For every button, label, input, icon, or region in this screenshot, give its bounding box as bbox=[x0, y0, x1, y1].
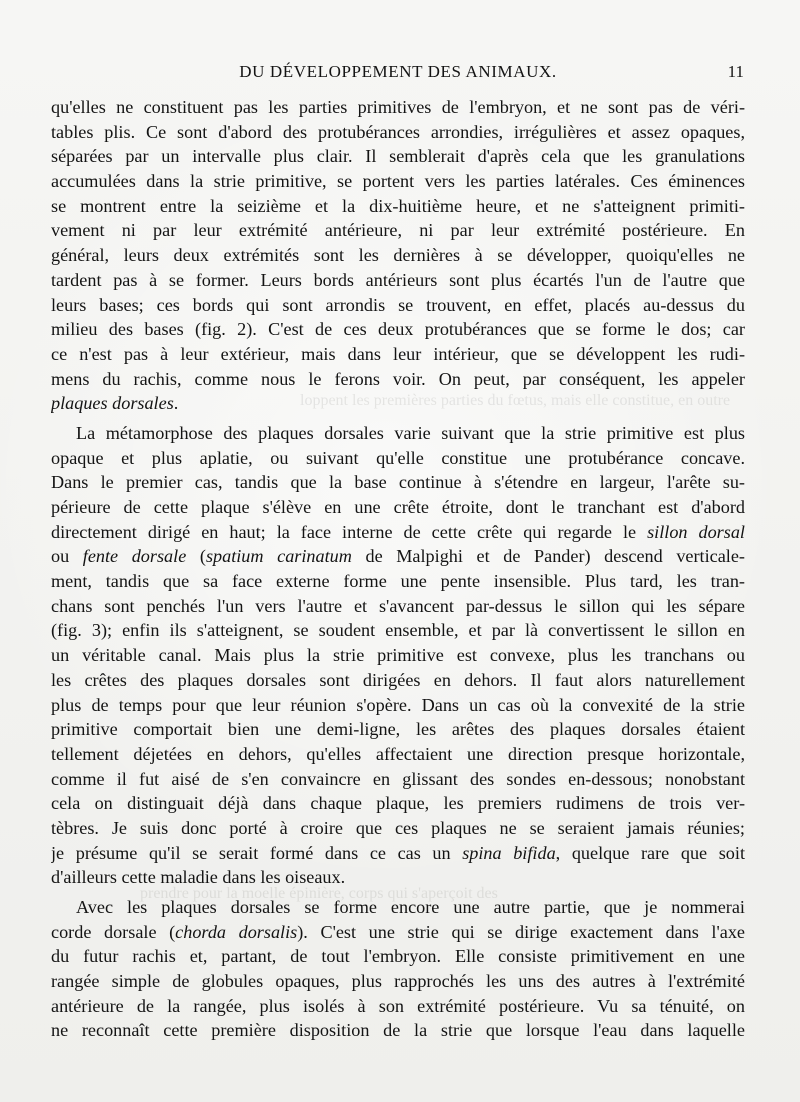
italic-term: plaques dorsales bbox=[51, 393, 174, 414]
text-line: tèbres. Je suis donc porté à croire que ces plaques ne se seraient jamais réunies; bbox=[51, 817, 745, 838]
text-fragment: je présume qu'il se serait formé dans ce cas un bbox=[51, 842, 463, 863]
text-line: mens du rachis, comme nous le ferons voir. On peut, par conséquent, les appeler bbox=[51, 368, 745, 389]
text-line: (fig. 3); enfin ils s'atteignent, se soudent ensemble, et par là convertissent le sillon en bbox=[51, 620, 745, 641]
italic-term: spina bifida bbox=[462, 842, 556, 863]
text-line bbox=[51, 920, 745, 945]
text-line: cela on distinguait déjà dans chaque plaque, les premiers rudimens de trois ver- bbox=[51, 793, 745, 814]
text-line bbox=[51, 841, 745, 866]
text-fragment: directement dirigé en haut; la face interne de cette crête qui regarde le bbox=[51, 521, 648, 542]
text-line bbox=[51, 520, 745, 545]
text-fragment: , quelque rare que soit bbox=[555, 842, 745, 863]
text-fragment: corde dorsale ( bbox=[51, 921, 176, 942]
text-line: tardent pas à se former. Leurs bords antérieurs sont plus écartés l'un de l'autre que bbox=[51, 269, 745, 290]
text-line: La métamorphose des plaques dorsales varie suivant que la strie primitive est plus bbox=[76, 422, 745, 443]
text-line: rangée simple de globules opaques, plus rapprochés les uns des autres à l'extrémité bbox=[51, 971, 745, 992]
text-line: primitive comportait bien une demi-ligne, les arêtes des plaques dorsales étaient bbox=[51, 719, 745, 740]
text-line: accumulées dans la strie primitive, se portent vers les parties latérales. Ces éminences bbox=[51, 171, 745, 192]
text-line bbox=[51, 391, 745, 416]
text-fragment: ( bbox=[186, 546, 206, 567]
running-title: DU DÉVELOPPEMENT DES ANIMAUX. bbox=[239, 62, 557, 81]
text-line: Dans le premier cas, tandis que la base continue à s'étendre en largeur, l'arête su- bbox=[51, 472, 745, 493]
text-line: ment, tandis que sa face externe forme une pente insensible. Plus tard, les tran- bbox=[51, 571, 745, 592]
text-fragment: ). C'est une strie qui se dirige exactement dans l'axe bbox=[297, 921, 745, 942]
italic-term: sillon dorsal bbox=[647, 521, 745, 542]
text-line: antérieure de la rangée, plus isolés à son extrémité postérieure. Vu sa ténuité, on bbox=[51, 995, 745, 1016]
text-line: Avec les plaques dorsales se forme encore une autre partie, que je nommerai bbox=[76, 897, 745, 917]
text-fragment: . bbox=[173, 393, 179, 414]
text-line: se montrent entre la seizième et la dix-huitième heure, et ne s'atteignent primiti- bbox=[51, 195, 745, 216]
text-fragment: ou bbox=[51, 546, 83, 567]
page-number: 11 bbox=[727, 62, 744, 81]
running-head bbox=[52, 62, 744, 86]
bleed-through-text: prendre pour la moelle épinière, corps qui s'aperçoit des bbox=[140, 885, 498, 902]
text-line: ce n'est pas à leur extérieur, mais dans leur intérieur, que se développent les rudi- bbox=[51, 343, 745, 364]
text-line: périeure de cette plaque s'élève en une crête étroite, dont le tranchant est d'abord bbox=[51, 497, 745, 517]
paragraph-2 bbox=[51, 421, 745, 890]
text-line: un véritable canal. Mais plus la strie primitive est convexe, plus les tranchans ou bbox=[51, 645, 745, 666]
text-line: plus de temps pour que leur réunion s'opère. Dans un cas où la convexité de la strie bbox=[51, 694, 745, 715]
text-line: chans sont penchés l'un vers l'autre et s'avancent par-dessus le sillon qui les sépare bbox=[51, 595, 745, 616]
text-line: du futur rachis et, partant, de tout l'embryon. Elle consiste primitivement en une bbox=[51, 946, 745, 967]
text-line: vement ni par leur extrémité antérieure, ni par leur extrémité postérieure. En bbox=[51, 220, 745, 241]
text-line bbox=[51, 544, 745, 569]
paragraph-3 bbox=[51, 895, 745, 1043]
text-line: les crêtes des plaques dorsales sont dirigées en dehors. Il faut alors naturellement bbox=[51, 669, 745, 690]
body-text bbox=[51, 95, 745, 1085]
italic-term: chorda dorsalis bbox=[175, 921, 298, 942]
text-line: tables plis. Ce sont d'abord des protubérances arrondies, irrégulières et assez opaques, bbox=[51, 121, 745, 142]
paragraph-1 bbox=[51, 95, 745, 416]
italic-term: spatium carinatum bbox=[205, 546, 352, 567]
text-line: séparées par un intervalle plus clair. Il semblerait d'après cela que les granulations bbox=[51, 146, 745, 167]
text-line: opaque et plus aplatie, ou suivant qu'elle constitue une protubérance concave. bbox=[51, 447, 745, 468]
italic-term: fente dorsale bbox=[82, 546, 187, 567]
bleed-through-text: loppent les premières parties du fœtus, mais elle constitue, en outre bbox=[300, 392, 731, 409]
text-line: qu'elles ne constituent pas les parties primitives de l'embryon, et ne sont pas de véri- bbox=[51, 97, 745, 117]
text-line: milieu des bases (fig. 2). C'est de ces deux protubérances que se forme le dos; car bbox=[51, 319, 745, 340]
text-line: leurs bases; ces bords qui sont arrondis se trouvent, en effet, placés au-dessus du bbox=[51, 294, 745, 315]
text-line: d'ailleurs cette maladie dans les oiseaux. bbox=[51, 867, 346, 888]
text-fragment: de Malpighi et de Pander) descend verticale- bbox=[351, 546, 745, 567]
text-line: ne reconnaît cette première disposition de la strie que lorsque l'eau dans laquelle bbox=[51, 1020, 745, 1041]
text-line: tellement déjetées en dehors, qu'elles affectaient une direction presque horizontale, bbox=[51, 743, 745, 764]
text-line: général, leurs deux extrémités sont les dernières à se développer, quoiqu'elles ne bbox=[51, 245, 745, 266]
text-line: comme il fut aisé de s'en convaincre en glissant des sondes en-dessous; nonobstant bbox=[51, 768, 745, 789]
